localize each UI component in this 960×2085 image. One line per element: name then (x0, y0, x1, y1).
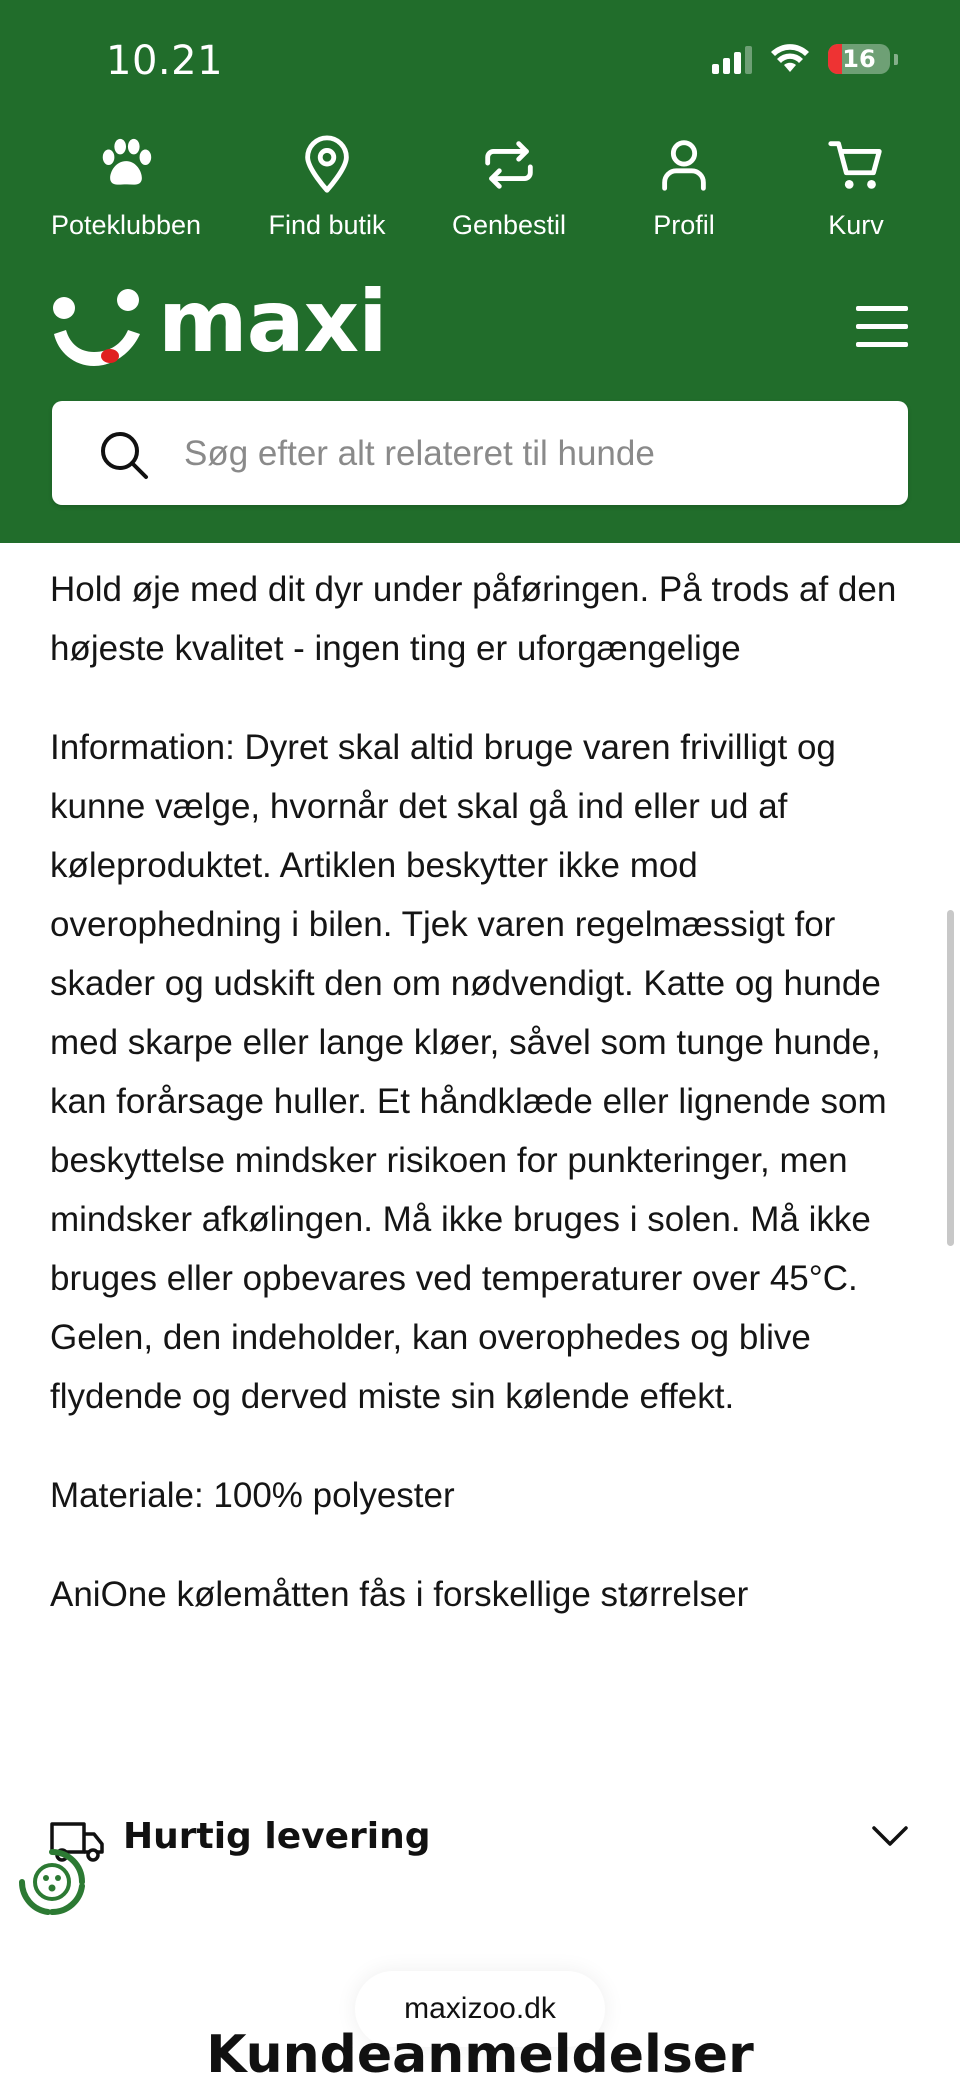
sizes-info: AniOne kølemåtten fås i forskellige størrelser (50, 1575, 749, 1614)
nav-poteklubben[interactable] (36, 134, 216, 241)
url-text: maxizoo.dk (404, 1992, 556, 2025)
cart-icon (825, 134, 887, 196)
paw-icon (95, 134, 157, 196)
battery-level: 16 (842, 45, 876, 73)
loyalty-widget-icon[interactable] (16, 1846, 88, 1918)
brand-name: maxi (158, 272, 387, 372)
logo-face-icon (48, 286, 148, 376)
delivery-title: Hurtig levering (123, 1816, 431, 1857)
delivery-accordion[interactable] (50, 1814, 910, 1864)
nav-profil[interactable] (594, 134, 774, 241)
wifi-icon (770, 44, 810, 74)
nav-find-butik[interactable] (237, 134, 417, 241)
maxi-zoo-logo[interactable] (48, 272, 548, 376)
reviews-heading: Kundeanmeldelser (206, 2025, 754, 2085)
chevron-down-icon (870, 1824, 910, 1848)
product-description (50, 560, 910, 1624)
app-header (0, 0, 960, 543)
search-icon (98, 429, 150, 481)
description-paragraph: Hold øje med dit dyr under påføringen. På trods af den højeste kvalitet - ingen ting er uforgængelige (50, 570, 897, 668)
status-indicators (712, 44, 898, 74)
location-pin-icon (296, 134, 358, 196)
nav-label: Poteklubben (50, 210, 202, 240)
nav-genbestil[interactable] (419, 134, 599, 241)
nav-label: Find butik (268, 210, 386, 240)
nav-kurv[interactable] (766, 134, 946, 241)
battery-icon (828, 44, 890, 74)
status-time: 10.21 (106, 38, 224, 84)
top-navigation (0, 134, 960, 254)
cellular-signal-icon (712, 44, 752, 74)
hamburger-menu-button[interactable] (856, 306, 908, 350)
nav-label: Kurv (828, 210, 884, 240)
scrollbar[interactable] (947, 910, 954, 1246)
nav-label: Profil (653, 210, 715, 240)
nav-label: Genbestil (451, 210, 567, 240)
user-icon (653, 134, 715, 196)
material-info: Materiale: 100% polyester (50, 1476, 455, 1515)
search-bar[interactable] (52, 401, 908, 505)
description-paragraph: Information: Dyret skal altid bruge varen frivilligt og kunne vælge, hvornår det skal gå ind eller ud af køleproduktet. Artiklen beskytter ikke mod overophedning i bilen. Tjek varen regelmæssigt for skader og udskift den om nødvendigt. Katte og hunde med skarpe eller lange kløer, såvel som tunge hunde, kan forårsage huller. Et håndklæde eller lignende som beskyttelse mindsker risikoen for punkteringer, men mindsker afkølingen. Må ikke bruges i solen. Må ikke bruges eller opbevares ved temperaturer over 45°C. Gelen, den indeholder, kan overophedes og blive flydende og derved miste sin kølende effekt. (50, 728, 887, 1416)
repeat-icon (478, 134, 540, 196)
search-input[interactable] (182, 425, 876, 483)
